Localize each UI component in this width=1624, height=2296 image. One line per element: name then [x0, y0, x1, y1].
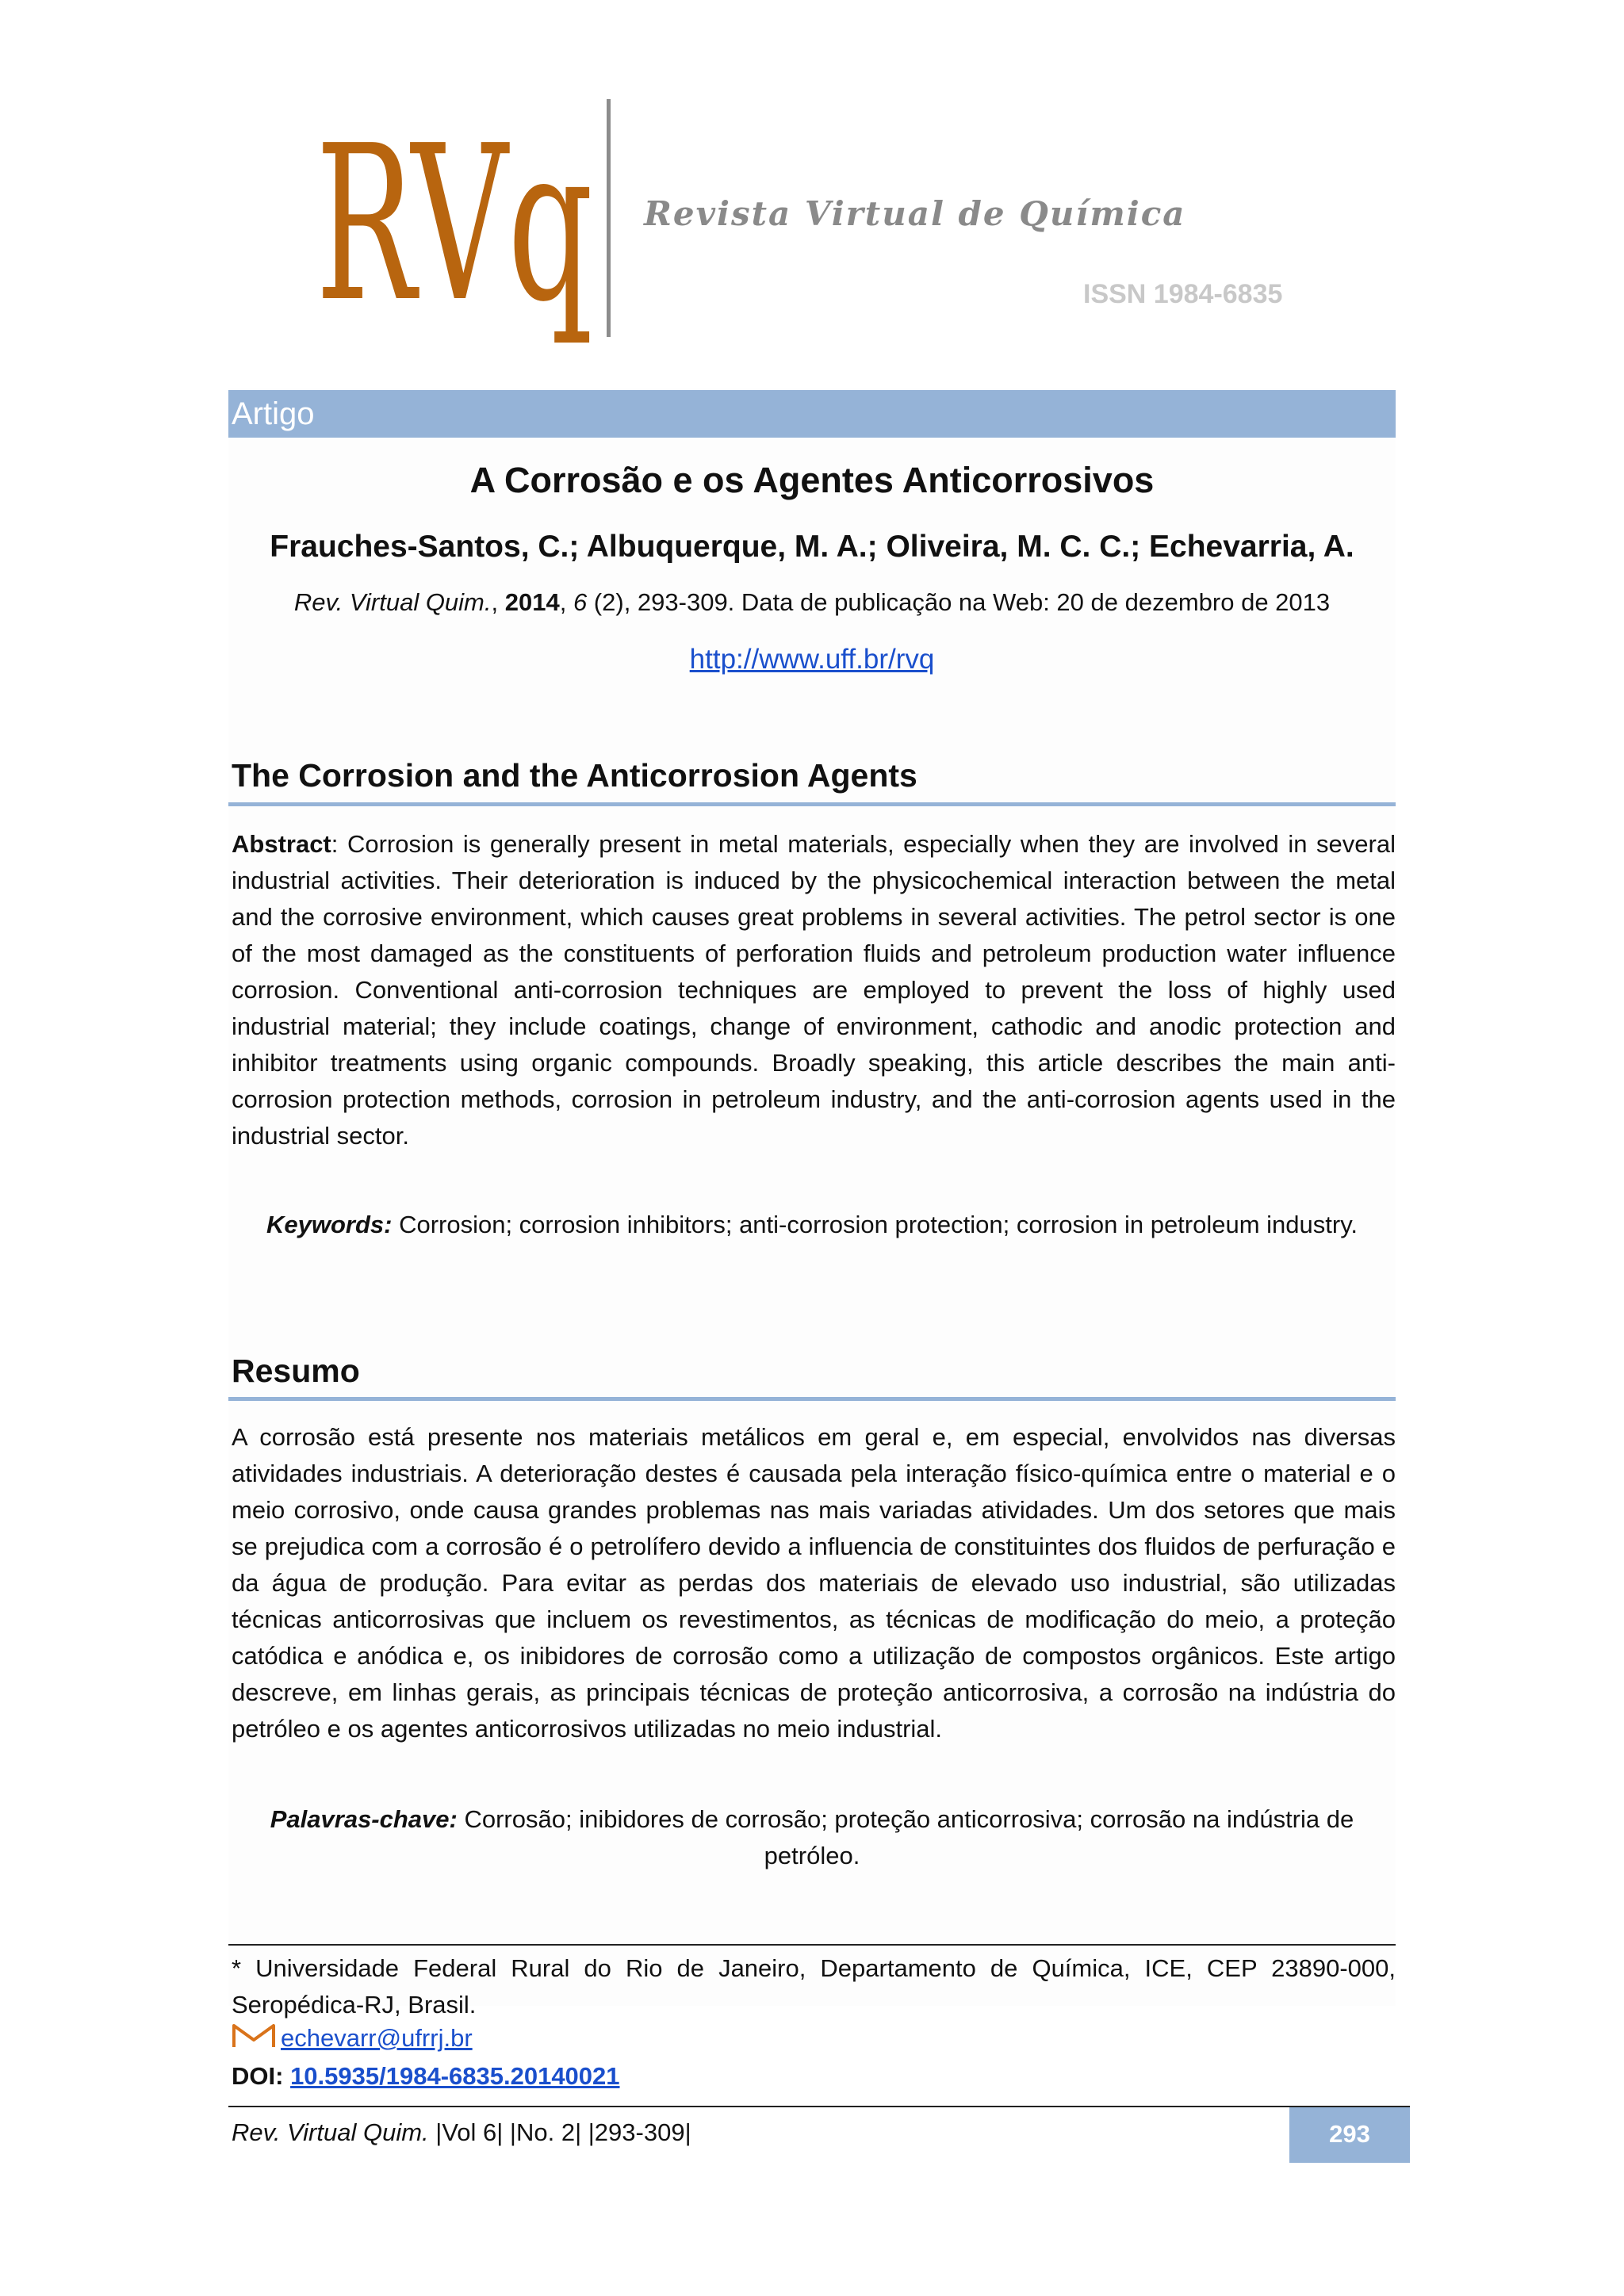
keywords-text: Corrosion; corrosion inhibitors; anti-corrosion protection; corrosion in petroleum industry. — [392, 1211, 1358, 1238]
author-list: Frauches-Santos, C.; Albuquerque, M. A.; Oliveira, M. C. C.; Echevarria, A. — [270, 530, 1354, 564]
abstract-text: : Corrosion is generally present in metal materials, especially when they are involved in several industrial activities. Their deterioration is induced by the physicochemical interaction between the metal and the corrosive environment, which causes great problems in several activities. The petrol sector is one of the most damaged as the constituents of perforation fluids and petroleum production water influence corrosion. Conventional anti-corrosion techniques are employed to prevent the loss of highly used industrial material; they include coatings, change of environment, cathodic and anodic protection and inhibitor treatments using organic compounds. Broadly speaking, this article describes the main anti-corrosion protection methods, corrosion in petroleum industry, and the anti-corrosion agents used in the industrial sector. — [232, 830, 1396, 1150]
abstract-body — [232, 826, 1396, 1154]
palavras-chave — [228, 1801, 1396, 1874]
doi-row — [232, 2058, 620, 2095]
journal-url-link[interactable]: http://www.uff.br/rvq — [689, 644, 935, 675]
footer-journal: Rev. Virtual Quim. — [232, 2118, 429, 2146]
citation-journal: Rev. Virtual Quim. — [293, 588, 492, 616]
abstract-label: Abstract — [232, 830, 331, 858]
issn: ISSN 1984-6835 — [1083, 279, 1283, 309]
citation-details: (2), 293-309. Data de publicação na Web: 20 de dezembro de 2013 — [587, 588, 1331, 616]
keywords-label: Keywords: — [266, 1211, 393, 1238]
affiliation: * Universidade Federal Rural do Rio de Janeiro, Departamento de Química, ICE, CEP 23890-000, Seropédica-RJ, Brasil. — [232, 1954, 1396, 2019]
keywords — [228, 1207, 1396, 1243]
running-footer — [232, 2118, 691, 2147]
envelope-icon — [232, 2022, 276, 2049]
journal-name: Revista Virtual de Química — [644, 194, 1186, 233]
page-number-box — [1289, 2107, 1410, 2163]
journal-logo — [316, 99, 595, 349]
citation-sep: , — [491, 588, 505, 616]
page-number: 293 — [1329, 2120, 1370, 2148]
citation-year: 2014 — [504, 588, 560, 616]
logo-text: RVq — [316, 99, 593, 349]
doi-label: DOI: — [232, 2062, 291, 2090]
palavras-label: Palavras-chave: — [270, 1805, 458, 1833]
abstract-divider — [228, 802, 1396, 806]
palavras-text: Corrosão; inibidores de corrosão; proteção anticorrosiva; corrosão na indústria de petróleo. — [457, 1805, 1354, 1869]
email-row — [232, 2020, 473, 2057]
section-label: Artigo — [232, 396, 315, 431]
resumo-body: A corrosão está presente nos materiais metálicos em geral e, em especial, envolvidos nas diversas atividades industriais. A deterioração destes é causada pela interação físico-química entre o material e o meio corrosivo, onde causa grandes problemas nas mais variadas atividades. Um dos setores que mais se prejudica com a corrosão é o petrolífero devido a influencia de constituintes dos fluidos de perfuração e da água de produção. Para evitar as perdas dos materiais de elevado uso industrial, são utilizadas técnicas anticorrosivas que incluem os revestimentos, as técnicas de modificação do meio, a proteção catódica e anódica e, os inibidores de corrosão como a utilização de compostos orgânicos. Este artigo descreve, em linhas gerais, as principais técnicas de proteção anticorrosiva, a corrosão na indústria do petróleo e os agentes anticorrosivos utilizadas no meio industrial. — [232, 1423, 1396, 1743]
resumo-divider — [228, 1397, 1396, 1401]
journal-url — [228, 644, 1396, 675]
footer-divider — [228, 2106, 1410, 2107]
email-link[interactable]: echevarr@ufrrj.br — [281, 2024, 473, 2052]
doi-link[interactable]: 10.5935/1984-6835.20140021 — [290, 2062, 620, 2090]
content-area — [228, 388, 1396, 2006]
resumo-heading: Resumo — [232, 1353, 360, 1389]
citation-sep: , — [559, 588, 573, 616]
footnote-divider — [228, 1944, 1396, 1946]
logo-divider — [607, 99, 611, 337]
footer-details: |Vol 6| |No. 2| |293-309| — [428, 2118, 691, 2146]
citation-line — [228, 588, 1396, 617]
citation-volume: 6 — [573, 588, 588, 616]
abstract-heading: The Corrosion and the Anticorrosion Agents — [232, 757, 917, 794]
section-band — [228, 390, 1396, 438]
article-title: A Corrosão e os Agentes Anticorrosivos — [469, 460, 1155, 500]
